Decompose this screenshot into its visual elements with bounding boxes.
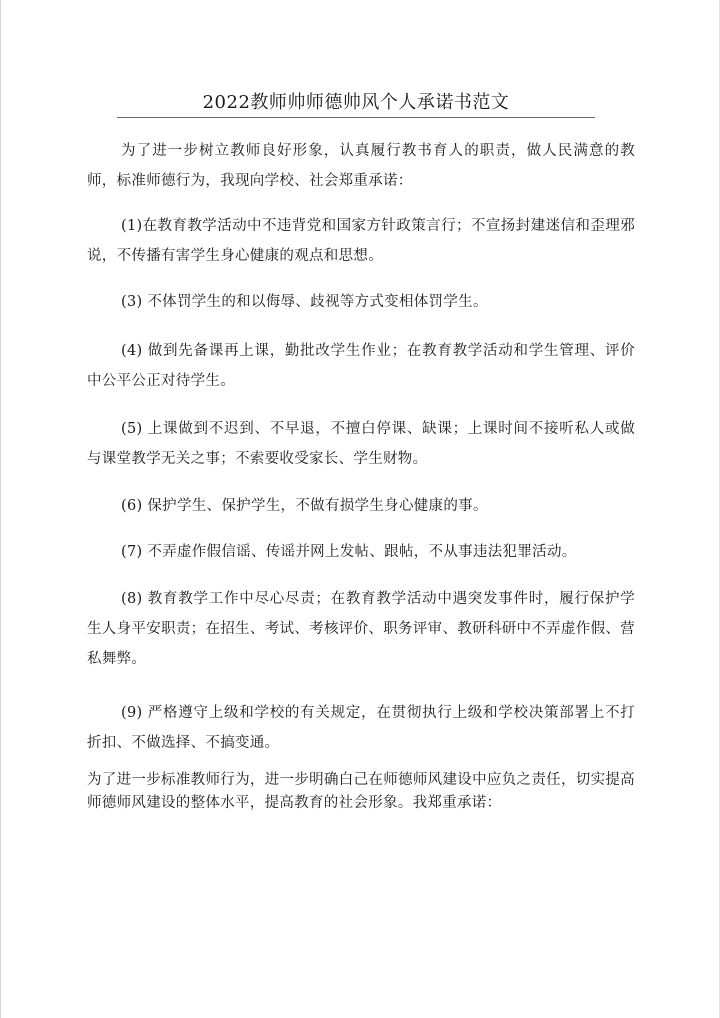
closing-paragraph: 为了进一步标准教师行为，进一步明确白己在师德师风建设中应负之责任，切实提高师德师风建设的整体水平，提高教育的社会形象。我郑重承诺：	[87, 772, 635, 811]
intro-paragraph: 为了进一步树立教师良好形象，认真履行教书育人的职责，做人民满意的教师，标准师德行为，我现向学校、社会郑重承诺：	[87, 143, 635, 189]
pledge-item-3: (3) 不体罚学生的和以侮辱、歧视等方式变相体罚学生。	[121, 294, 488, 310]
document-title: 2022教师帅师德帅风个人承诺书范文	[202, 92, 510, 113]
pledge-item-6: (6) 保护学生、保护学生，不做有损学生身心健康的事。	[121, 498, 488, 514]
pledge-item-1: (1)在教育教学活动中不违背党和国家方针政策言行；不宣扬封建迷信和歪理邪说，不传播有害学生身心健康的观点和思想。	[87, 218, 635, 264]
pledge-item-5: (5) 上课做到不迟到、不早退，不擅白停课、缺课；上课时间不接听私人或做与课堂教学无关之事；不索要收受家长、学生财物。	[87, 421, 635, 467]
pledge-item-9: (9) 严格遵守上级和学校的有关规定，在贯彻执行上级和学校决策部署上不打折扣、不做选择、不搞变通。	[87, 705, 635, 751]
pledge-item-7: (7) 不弄虚作假信谣、传谣并网上发帖、跟帖，不从事违法犯罪活动。	[121, 544, 577, 560]
pledge-item-4: (4) 做到先备课再上课，勤批改学生作业；在教育教学活动和学生管理、评价中公平公正对待学生。	[87, 343, 635, 389]
title-underline	[117, 117, 595, 118]
pledge-item-8: (8) 教育教学工作中尽心尽责；在教育教学活动中遇突发事件时，履行保护学生人身平安职责；在招生、考试、考核评价、职务评审、教研科研中不弄虚作假、营私舞弊。	[87, 591, 635, 667]
